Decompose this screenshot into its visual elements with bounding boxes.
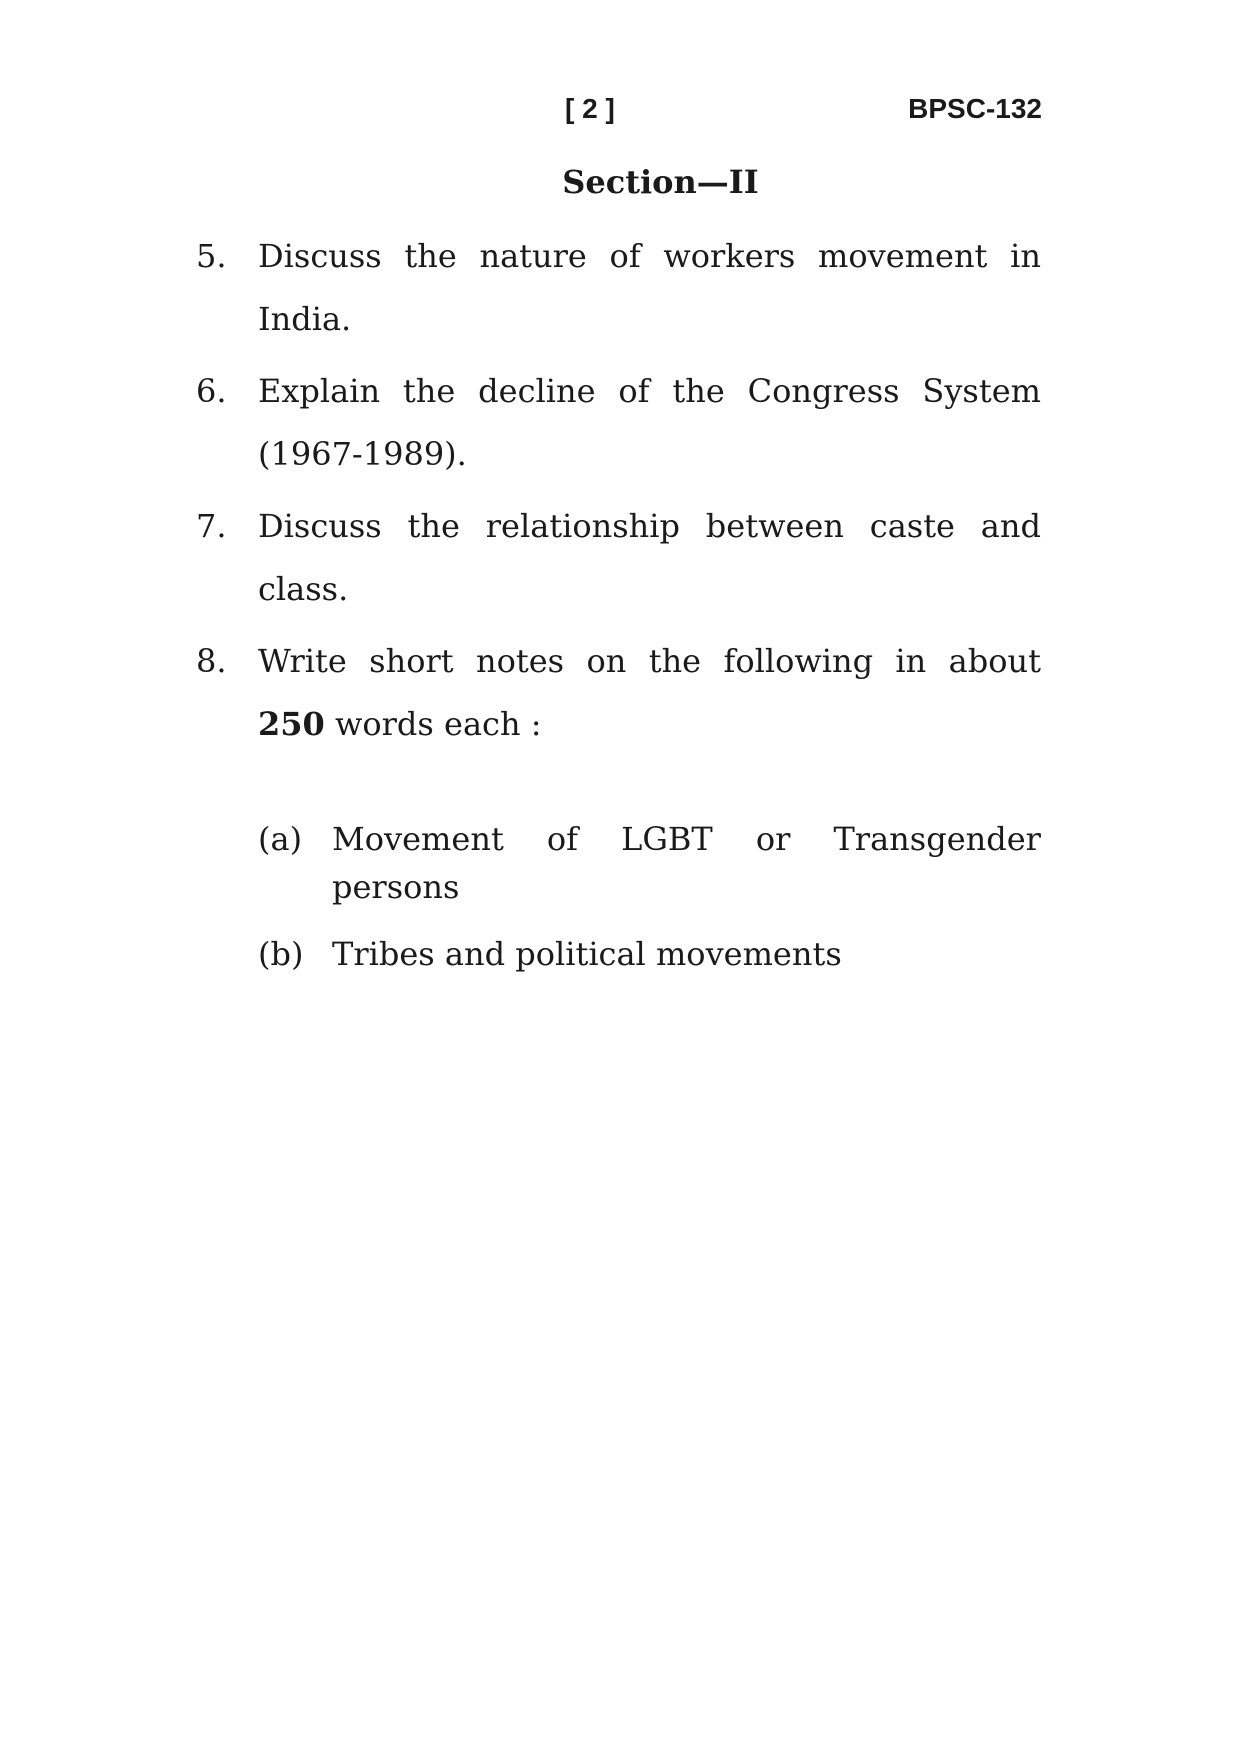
question-line-2: class. xyxy=(258,570,349,608)
word: LGBT xyxy=(621,820,713,858)
question-line-2: (1967-1989). xyxy=(258,435,467,473)
subpart-b xyxy=(258,930,1041,978)
word: Write xyxy=(258,642,347,680)
word: movement xyxy=(818,237,988,275)
question-number: 7. xyxy=(196,507,227,545)
word: about xyxy=(948,642,1041,680)
word: in xyxy=(895,642,927,680)
word: between xyxy=(705,507,844,545)
subpart-text: Tribes and political movements xyxy=(332,935,842,973)
word: Explain xyxy=(258,372,381,410)
word: of xyxy=(546,820,578,858)
question-text xyxy=(258,360,1041,486)
word: the xyxy=(404,237,457,275)
word: Discuss xyxy=(258,237,382,275)
subpart-label: (b) xyxy=(258,935,304,973)
question-line-2: India. xyxy=(258,300,352,338)
question-line-1 xyxy=(258,360,1041,423)
question-text xyxy=(258,495,1041,621)
word: the xyxy=(672,372,725,410)
word: Congress xyxy=(747,372,900,410)
subpart-a xyxy=(258,815,1041,911)
word: the xyxy=(407,507,460,545)
word: in xyxy=(1010,237,1041,275)
word: System xyxy=(922,372,1041,410)
question-number: 5. xyxy=(196,237,227,275)
word-count: 250 xyxy=(258,705,325,743)
question-line-2 xyxy=(258,693,1041,756)
subpart-line-2: persons xyxy=(332,868,460,906)
question-8 xyxy=(196,630,1041,756)
word: and xyxy=(980,507,1041,545)
question-line-2-rest: words each : xyxy=(324,705,542,743)
word: on xyxy=(586,642,627,680)
word: Transgender xyxy=(833,820,1041,858)
question-6 xyxy=(196,360,1041,486)
paper-code: BPSC-132 xyxy=(908,93,1042,124)
word: caste xyxy=(869,507,955,545)
word: decline xyxy=(478,372,596,410)
word: workers xyxy=(663,237,796,275)
word: the xyxy=(648,642,702,680)
word: Discuss xyxy=(258,507,382,545)
subpart-text xyxy=(332,815,1041,911)
question-5 xyxy=(196,225,1041,351)
question-line-1 xyxy=(258,495,1041,558)
word: relationship xyxy=(485,507,680,545)
word: of xyxy=(609,237,641,275)
question-text xyxy=(258,225,1041,351)
question-line-1 xyxy=(258,630,1041,693)
section-title: Section—II xyxy=(562,163,759,201)
word: of xyxy=(618,372,650,410)
word: Movement xyxy=(332,820,504,858)
question-number: 6. xyxy=(196,372,227,410)
word: short xyxy=(369,642,454,680)
word: following xyxy=(723,642,874,680)
question-7 xyxy=(196,495,1041,621)
subpart-label: (a) xyxy=(258,820,303,858)
question-text xyxy=(258,630,1041,756)
word: or xyxy=(755,820,791,858)
word: notes xyxy=(475,642,565,680)
page-number: [ 2 ] xyxy=(565,93,615,124)
word: nature xyxy=(479,237,587,275)
subpart-line-1 xyxy=(332,815,1041,863)
word: the xyxy=(402,372,456,410)
question-number: 8. xyxy=(196,642,227,680)
question-line-1 xyxy=(258,225,1041,288)
